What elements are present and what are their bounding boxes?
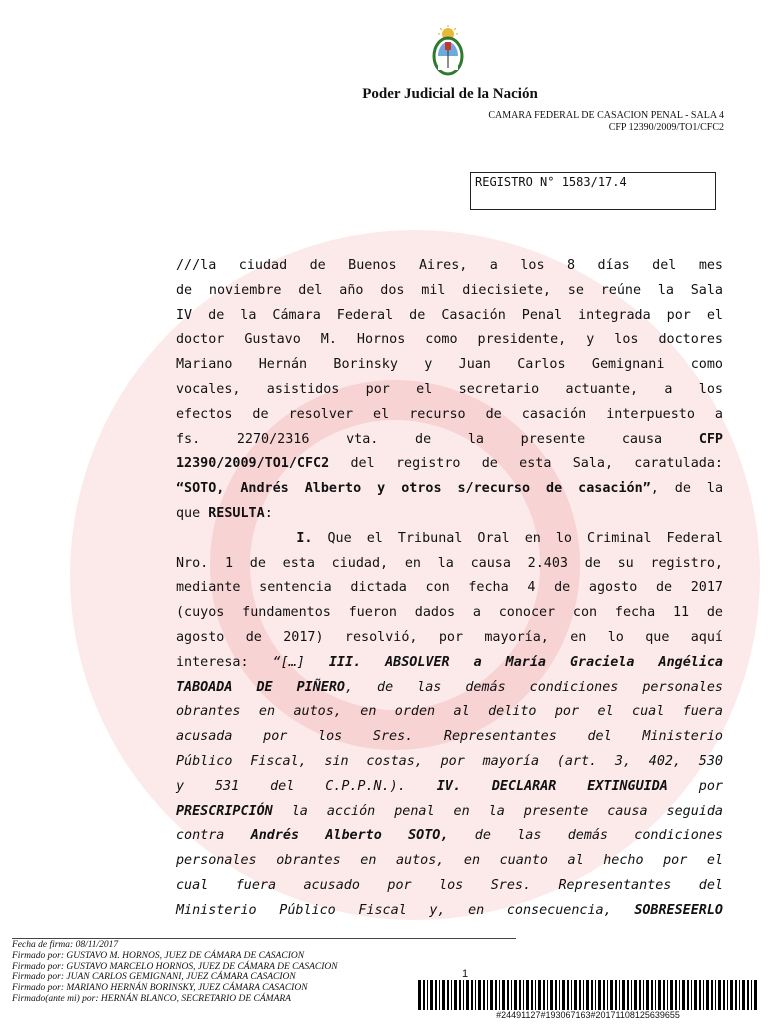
signature-line: Firmado(ante mi) por: HERNÁN BLANCO, SECRETARIO DE CÁMARA [12, 993, 291, 1004]
body-text-run: acusada por los Sres. Representantes del Ministerio [176, 729, 723, 745]
body-text-run: personales obrantes en autos, en cuanto al hecho por el [176, 853, 723, 869]
body-text-run: Andrés Alberto SOTO, [250, 828, 449, 844]
body-text-run: que [176, 505, 209, 521]
signature-line: Fecha de firma: 08/11/2017 [12, 940, 119, 950]
body-line [176, 428, 723, 453]
body-line [176, 750, 723, 775]
body-line [176, 452, 723, 477]
body-text-run: IV de la Cámara Federal de Casación Penal integrada por el [176, 307, 723, 323]
body-text-run: del registro de esta Sala, caratulada: [329, 456, 723, 472]
body-line [176, 676, 723, 701]
registro-number: REGISTRO N° 1583/17.4 [475, 175, 627, 189]
body-text-run: “[…] [272, 654, 329, 670]
signature-line: Firmado por: JUAN CARLOS GEMIGNANI, JUEZ CÁMARA CASACION [12, 972, 296, 983]
body-text-run: de las demás condiciones [448, 828, 723, 844]
body-text-run: RESULTA [208, 505, 265, 521]
body-text-run: CFP [698, 431, 723, 447]
body-line [176, 601, 723, 626]
body-line [176, 626, 723, 651]
body-text-run: Mariano Hernán Borinsky y Juan Carlos Gemignani como [176, 357, 723, 373]
court-name: CAMARA FEDERAL DE CASACION PENAL - SALA 4 [488, 110, 724, 121]
body-line [176, 849, 723, 874]
body-text-run: Que el Tribunal Oral en lo Criminal Federal [312, 530, 723, 546]
body-line [176, 328, 723, 353]
body-line [176, 378, 723, 403]
body-line [176, 552, 723, 577]
body-text-run: doctor Gustavo M. Hornos como presidente, y los doctores [176, 332, 723, 348]
body-text-run: , de la [650, 481, 724, 497]
body-text-run: (cuyos fundamentos fueron dados a conocer con fecha 11 de [176, 605, 723, 621]
barcode-icon [418, 980, 758, 1010]
body-line [176, 304, 723, 329]
body-line [176, 477, 723, 502]
body-line [176, 874, 723, 899]
body-text-run: IV. DECLARAR EXTINGUIDA [436, 778, 668, 794]
signature-line: Firmado por: GUSTAVO MARCELO HORNOS, JUEZ DE CÁMARA DE CASACION [12, 961, 338, 972]
body-line [176, 800, 723, 825]
body-text-run: Ministerio Público Fiscal y, en consecuencia, [176, 902, 635, 918]
body-text-run: interesa: [176, 654, 273, 670]
body-text-run: I. [296, 530, 313, 546]
signature-line: Firmado por: MARIANO HERNÁN BORINSKY, JUEZ CÁMARA CASACION [12, 983, 308, 994]
body-text-run: fs. 2270/2316 vta. de la presente causa [176, 431, 699, 447]
body-line [176, 576, 723, 601]
body-line [176, 775, 723, 800]
body-text-run: , de las demás condiciones personales [344, 679, 723, 695]
body-line [176, 725, 723, 750]
body-text-run: vocales, asistidos por el secretario actuante, a los [176, 381, 723, 397]
body-line [176, 651, 723, 676]
body-text-run: mediante sentencia dictada con fecha 4 de agosto de 2017 [176, 580, 723, 596]
body-text-run: agosto de 2017) resolvió, por mayoría, en lo que aquí [176, 629, 723, 645]
body-text-run: efectos de resolver el recurso de casación interpuesto a [176, 406, 723, 422]
body-line [176, 700, 723, 725]
signature-divider [12, 938, 516, 939]
body-text-run [176, 531, 296, 546]
body-text-run: de noviembre del año dos mil diecisiete, se reúne la Sala [176, 282, 723, 298]
body-line [176, 279, 723, 304]
page-title: Poder Judicial de la Nación [362, 86, 538, 102]
body-text-run: PRESCRIPCIÓN [176, 803, 273, 819]
signature-line: Firmado por: GUSTAVO M. HORNOS, JUEZ DE CÁMARA DE CASACION [12, 950, 305, 961]
body-text-run: ///la ciudad de Buenos Aires, a los 8 días del mes [176, 258, 723, 273]
case-reference: CFP 12390/2009/TO1/CFC2 [608, 122, 724, 133]
body-text-run: III. ABSOLVER a María Graciela Angélica [328, 654, 723, 670]
coat-of-arms-icon [430, 24, 466, 80]
body-line [176, 899, 723, 924]
body-line [176, 824, 723, 849]
page-number: 1 [461, 968, 469, 980]
body-text-run: TABOADA DE PIÑERO [176, 679, 345, 695]
body-line [176, 403, 723, 428]
body-text-run: Nro. 1 de esta ciudad, en la causa 2.403 de su registro, [176, 555, 723, 571]
body-text-run: la acción penal en la presente causa seguida [272, 803, 723, 819]
body-text-run: cual fuera acusado por los Sres. Representantes del [176, 877, 723, 893]
body-text-run: SOBRESEERLO [634, 902, 723, 918]
body-line [176, 254, 723, 279]
body-line [176, 353, 723, 378]
body-text-run: “SOTO, Andrés Alberto y otros s/recurso de casación” [176, 481, 651, 497]
barcode-text: #24491127#193067163#20171108125639655 [496, 1010, 680, 1020]
body-line [176, 527, 723, 552]
body-text-run: y 531 del C.P.P.N.). [176, 778, 437, 794]
registro-box [470, 172, 716, 210]
document-body [176, 254, 723, 924]
body-text-run: Público Fiscal, sin costas, por mayoría (art. 3, 402, 530 [176, 753, 723, 769]
body-text-run: : [264, 505, 273, 521]
signature-block [12, 940, 338, 1005]
body-line [176, 502, 723, 527]
body-text-run: por [667, 778, 723, 794]
body-text-run: 12390/2009/TO1/CFC2 [176, 456, 330, 472]
body-text-run: obrantes en autos, en orden al delito por el cual fuera [176, 704, 723, 720]
body-text-run: contra [176, 828, 251, 844]
